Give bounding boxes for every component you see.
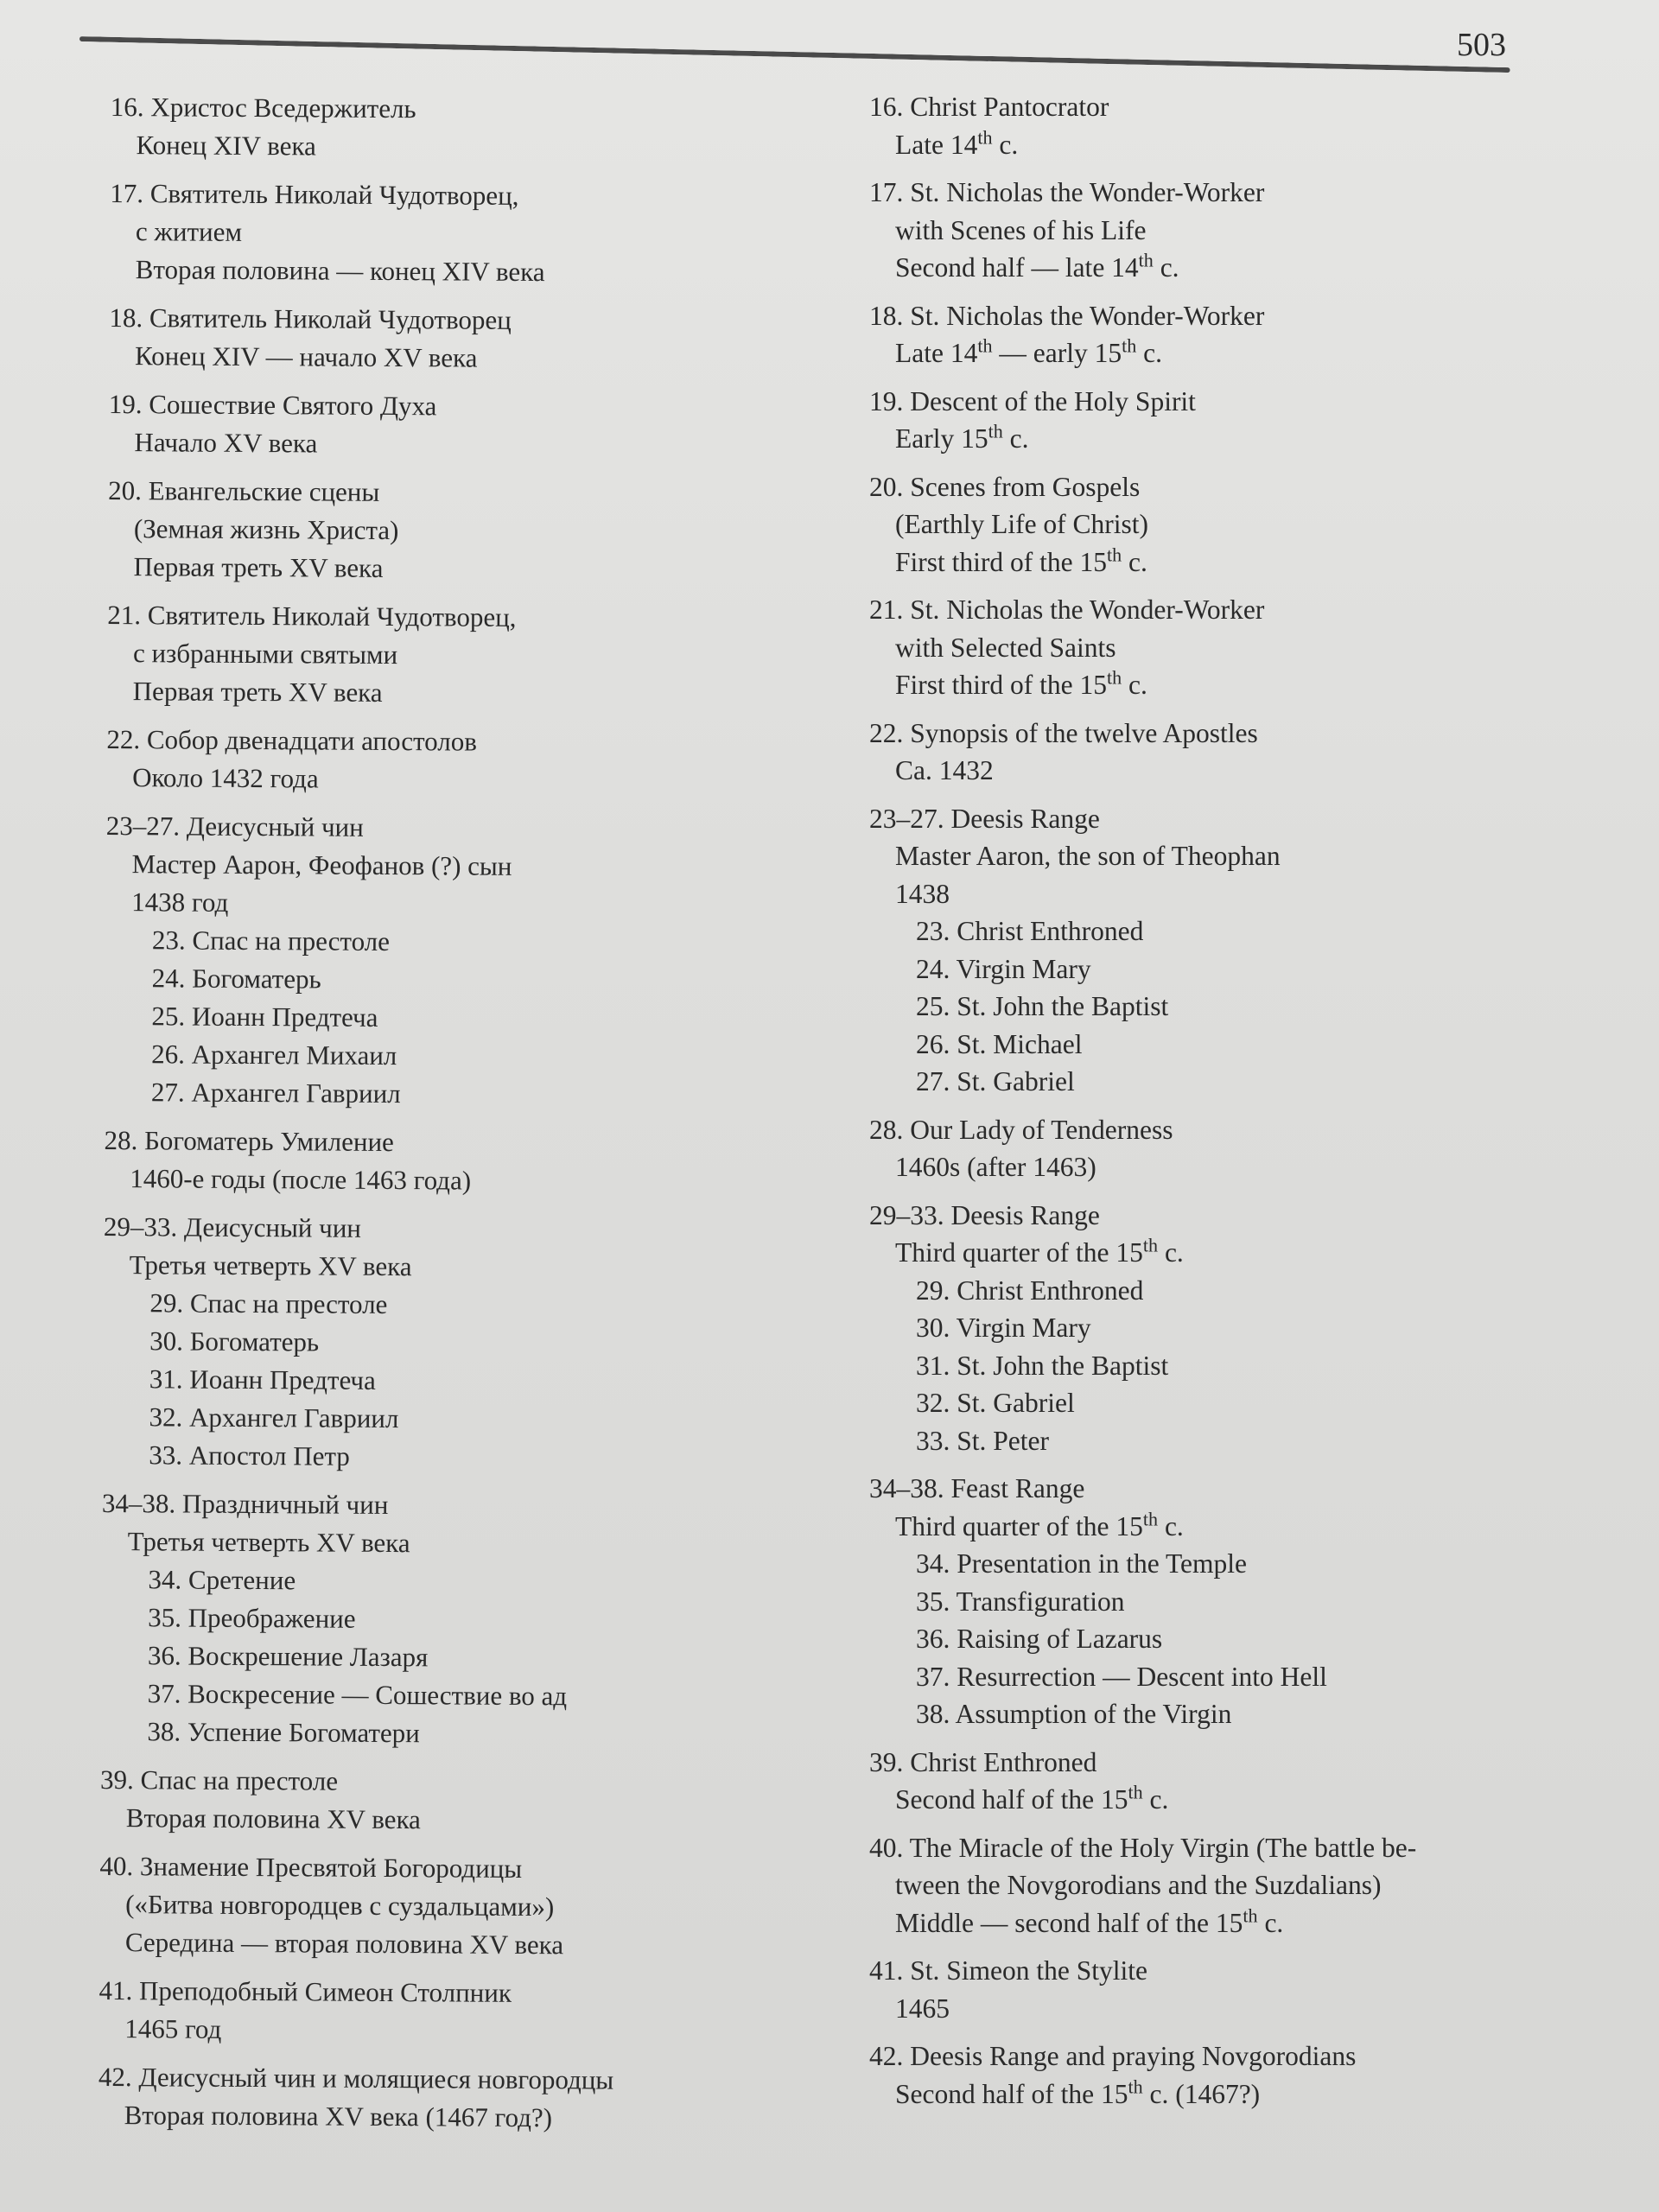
english-entry-line: 34. Presentation in the Temple: [916, 1548, 1248, 1579]
english-entry: [869, 1111, 1491, 1186]
english-entry-line: 30. Virgin Mary: [916, 1313, 1091, 1343]
english-entry-title: 23–27. Deesis Range: [869, 803, 1100, 834]
russian-entry-line: 35. Преображение: [148, 1602, 356, 1634]
english-entry-line: 32. St. Gabriel: [916, 1388, 1075, 1418]
russian-entry-title: 17. Святитель Николай Чудотворец,: [110, 177, 519, 211]
russian-entry: [105, 807, 849, 1116]
english-entry-title: 29–33. Deesis Range: [869, 1199, 1100, 1230]
english-entry-title: 34–38. Feast Range: [869, 1473, 1085, 1503]
english-entry-line: 1438: [895, 878, 950, 909]
russian-entry-line: 29. Спас на престоле: [149, 1287, 388, 1319]
english-entry-title: 40. The Miracle of the Holy Virgin (The battle be-: [869, 1832, 1417, 1863]
english-entry-line: Second half — late 14th c.: [895, 249, 1179, 283]
english-entry-line: Master Aaron, the son of Theophan: [895, 841, 1281, 871]
english-entry-line: tween the Novgorodians and the Suzdalians): [895, 1870, 1382, 1900]
english-entry-line: 35. Transfiguration: [916, 1586, 1125, 1617]
russian-entry: [110, 175, 854, 293]
english-entry: [869, 800, 1491, 1101]
russian-entry: [106, 721, 850, 801]
russian-entry-title: 22. Собор двенадцати апостолов: [106, 723, 478, 757]
english-entry-line: 33. St. Peter: [916, 1425, 1049, 1456]
russian-entry-line: 37. Воскресение — Сошествие во ад: [147, 1678, 568, 1712]
page-number: 503: [1457, 27, 1506, 63]
russian-entry-line: Первая треть XV века: [132, 676, 383, 708]
russian-entry-line: 34. Сретение: [148, 1564, 296, 1596]
russian-entry-title: 40. Знамение Пресвятой Богородицы: [99, 1850, 523, 1884]
russian-entry-line: Около 1432 года: [132, 762, 319, 794]
russian-entry-title: 42. Деисусный чин и молящиеся новгородцы: [98, 2061, 614, 2095]
english-entry-title: 41. St. Simeon the Stylite: [869, 1955, 1148, 1986]
russian-entry-line: 30. Богоматерь: [149, 1325, 320, 1357]
russian-entry-line: Мастер Аарон, Феофанов (?) сын: [131, 849, 512, 881]
russian-entry: [104, 1122, 848, 1202]
russian-entry-line: Конец XIV — начало XV века: [135, 340, 478, 373]
russian-entry: [108, 385, 852, 466]
russian-entry-line: Вторая половина — конец XIV века: [135, 254, 545, 288]
english-entry-line: with Selected Saints: [895, 632, 1116, 663]
russian-entry-line: 24. Богоматерь: [151, 963, 321, 995]
russian-entry-line: Вторая половина XV века: [125, 1802, 421, 1835]
russian-entry-title: 29–33. Деисусный чин: [103, 1211, 362, 1243]
russian-entry-line: 38. Успение Богоматери: [147, 1716, 420, 1749]
english-entry-title: 17. St. Nicholas the Wonder-Worker: [869, 177, 1265, 207]
russian-entry: [100, 1761, 844, 1841]
russian-entry-line: Третья четверть XV века: [129, 1249, 412, 1282]
english-entry-line: 1465: [895, 1993, 950, 2024]
russian-entry: [99, 2058, 842, 2139]
english-entry-line: Early 15th c.: [895, 420, 1029, 454]
english-entry-title: 39. Christ Enthroned: [869, 1746, 1097, 1777]
english-entry: [869, 1744, 1491, 1819]
english-entry-title: 22. Synopsis of the twelve Apostles: [869, 717, 1258, 748]
english-entry-line: 27. St. Gabriel: [916, 1066, 1075, 1096]
russian-entry-title: 16. Христос Вседержитель: [110, 91, 416, 124]
russian-entry-line: 25. Иоанн Предтеча: [151, 1001, 378, 1033]
russian-entry-title: 23–27. Деисусный чин: [105, 810, 364, 842]
russian-entry-line: Первая треть XV века: [133, 551, 384, 583]
english-entry-title: 42. Deesis Range and praying Novgorodians: [869, 2041, 1357, 2071]
russian-entry: [107, 596, 851, 715]
english-entry-line: Third quarter of the 15th c.: [895, 1234, 1184, 1268]
russian-entry-line: 23. Спас на престоле: [151, 925, 391, 957]
english-entry-line: 1460s (after 1463): [895, 1152, 1096, 1182]
russian-entry-line: 36. Воскрешение Лазаря: [147, 1640, 429, 1673]
english-entry-line: Third quarter of the 15th c.: [895, 1508, 1184, 1541]
russian-entry-line: с житием: [135, 216, 243, 247]
english-entry-title: 16. Christ Pantocrator: [869, 92, 1109, 122]
english-entry-title: 19. Descent of the Holy Spirit: [869, 385, 1196, 416]
russian-entry: [109, 299, 853, 379]
russian-entry-line: (Земная жизнь Христа): [133, 513, 399, 546]
russian-entry-title: 28. Богоматерь Умиление: [104, 1124, 394, 1158]
russian-entry-line: Конец XIV века: [136, 130, 316, 162]
english-entry-line: Second half of the 15th c.: [895, 1781, 1169, 1815]
russian-entry-line: Середина — вторая половина XV века: [124, 1927, 564, 1961]
russian-entry-line: с избранными святыми: [132, 638, 398, 671]
english-entry-line: 25. St. John the Baptist: [916, 991, 1169, 1021]
english-entry-line: 24. Virgin Mary: [916, 953, 1091, 984]
russian-entry-title: 20. Евангельские сцены: [108, 474, 380, 507]
english-entry: [869, 297, 1491, 372]
russian-entry: [107, 472, 851, 590]
russian-entry: [100, 1484, 845, 1755]
english-entry-line: 29. Christ Enthroned: [916, 1274, 1144, 1306]
english-entry-line: First third of the 15th c.: [895, 666, 1147, 700]
english-entry-line: Late 14th — early 15th c.: [895, 334, 1162, 368]
english-entry: [869, 715, 1491, 790]
english-entry-title: 21. St. Nicholas the Wonder-Worker: [869, 594, 1265, 625]
english-entry-line: Second half of the 15th c. (1467?): [895, 2075, 1261, 2109]
russian-entry-line: («Битва новгородцев с суздальцами»): [125, 1889, 555, 1923]
english-entry-title: 28. Our Lady of Tenderness: [869, 1114, 1173, 1145]
english-entry: [869, 468, 1491, 582]
english-entry: [869, 88, 1491, 163]
english-entry: [869, 591, 1491, 704]
russian-entry-title: 19. Сошествие Святого Духа: [108, 388, 437, 422]
english-entry-line: (Earthly Life of Christ): [895, 509, 1149, 539]
english-entry-line: 37. Resurrection — Descent into Hell: [916, 1661, 1327, 1692]
english-entry-line: Ca. 1432: [895, 755, 994, 785]
russian-entry-line: 1438 год: [131, 887, 229, 918]
english-column: [869, 88, 1491, 2123]
russian-entry-line: Начало XV века: [134, 427, 318, 459]
english-entry: [869, 1470, 1491, 1733]
russian-entry: [99, 1972, 842, 2052]
english-entry-title: 18. St. Nicholas the Wonder-Worker: [869, 300, 1265, 331]
russian-entry-title: 41. Преподобный Симеон Столпник: [99, 1974, 512, 2008]
english-entry: [869, 383, 1491, 458]
english-entry: [869, 1829, 1491, 1942]
russian-entry-line: Вторая половина XV века (1467 год?): [124, 2100, 553, 2133]
russian-entry-line: 31. Иоанн Предтеча: [149, 1363, 376, 1395]
english-entry-line: 36. Raising of Lazarus: [916, 1624, 1163, 1654]
english-entry-title: 20. Scenes from Gospels: [869, 471, 1141, 502]
russian-entry-line: 32. Архангел Гавриил: [149, 1402, 399, 1434]
russian-entry-title: 18. Святитель Николай Чудотворец: [109, 302, 512, 335]
english-entry-line: 26. St. Michael: [916, 1028, 1083, 1059]
english-entry: [869, 1197, 1491, 1460]
russian-entry-line: 1460-е годы (после 1463 года): [130, 1163, 472, 1196]
russian-entry-line: 1465 год: [124, 2013, 222, 2044]
english-entry-line: First third of the 15th c.: [895, 543, 1147, 577]
english-entry-line: 38. Assumption of the Virgin: [916, 1699, 1232, 1729]
russian-entry: [110, 88, 854, 168]
english-entry-line: 31. St. John the Baptist: [916, 1350, 1169, 1381]
english-entry-line: with Scenes of his Life: [895, 214, 1147, 245]
english-entry-line: 23. Christ Enthroned: [916, 916, 1144, 946]
russian-entry-line: 26. Архангел Михаил: [151, 1039, 397, 1071]
russian-entry: [99, 1847, 843, 1966]
russian-entry-line: 33. Апостол Петр: [149, 1440, 350, 1471]
russian-entry-title: 34–38. Праздничный чин: [101, 1487, 389, 1520]
russian-entry-line: Третья четверть XV века: [127, 1526, 410, 1559]
english-entry-line: Late 14th c.: [895, 126, 1019, 160]
english-entry: [869, 2037, 1491, 2113]
english-entry: [869, 1952, 1491, 2027]
russian-entry: [102, 1208, 847, 1478]
russian-column: [98, 88, 854, 2149]
english-entry-line: Middle — second half of the 15th c.: [895, 1904, 1284, 1938]
english-entry: [869, 174, 1491, 287]
russian-entry-title: 21. Святитель Николай Чудотворец,: [107, 599, 517, 632]
header-rule: [79, 36, 1510, 73]
russian-entry-title: 39. Спас на престоле: [99, 1764, 339, 1796]
russian-entry-line: 27. Архангел Гавриил: [150, 1077, 401, 1109]
